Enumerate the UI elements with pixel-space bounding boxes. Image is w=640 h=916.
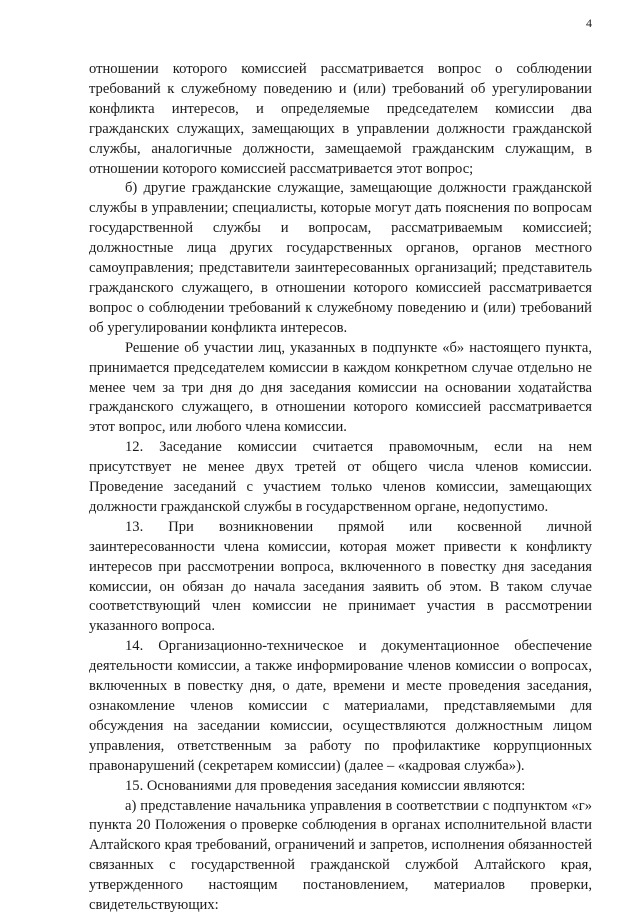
paragraph: б) другие гражданские служащие, замещающие должности гражданской службы в управлении; специалисты, которые могут дать пояснения по вопросам государственной службы и вопросам, рассматриваемым комиссией; должностные лица других государственных органов, органов местного самоуправления; представители заинтересованных организаций; представитель гражданского служащего, в отношении которого комиссией рассматривается вопрос о соблюдении требований к служебному поведению и (или) требований об урегулировании конфликта интересов.: [89, 180, 592, 336]
paragraph: отношении которого комиссией рассматривается вопрос о соблюдении требований к служебному поведению и (или) требований об урегулировании конфликта интересов, и определяемые председателем комиссии два гражданских служащих, замещающих в управлении должности гражданской службы, аналогичные должности, замещаемой гражданским служащим, в отношении которого комиссией рассматривается этот вопрос;: [89, 61, 592, 177]
paragraph: 12. Заседание комиссии считается правомочным, если на нем присутствует не менее двух третей от общего числа членов комиссии. Проведение заседаний с участием только членов комиссии, замещающих должности гражданской службы в государственном органе, недопустимо.: [89, 439, 592, 515]
paragraph: а) представление начальника управления в соответствии с подпунктом «г» пункта 20 Положения о проверке соблюдения в органах исполнительной власти Алтайского края требований, ограничений и запретов, исполнения обязанностей связанных с государственной гражданской службой Алтайского края, утвержденного настоящим постановлением, материалов проверки, свидетельствующих:: [89, 797, 592, 914]
paragraph: Решение об участии лиц, указанных в подпункте «б» настоящего пункта, принимается председателем комиссии в каждом конкретном случае отдельно не менее чем за три дня до дня заседания комиссии на основании ходатайства гражданского служащего, в отношении которого комиссией рассматривается этот вопрос, или любого члена комиссии.: [89, 339, 592, 436]
paragraph: 14. Организационно-техническое и документационное обеспечение деятельности комиссии, а также информирование членов комиссии о вопросах, включенных в повестку дня, о дате, времени и месте проведения заседания, ознакомление членов комиссии с материалами, представляемыми для обсуждения на заседании комиссии, осуществляются должностным лицом управления, ответственным за работу по профилактике коррупционных правонарушений (секретарем комиссии) (далее – «кадровая служба»).: [89, 638, 592, 774]
paragraph: 13. При возникновении прямой или косвенной личной заинтересованности члена комиссии, которая может привести к конфликту интересов при рассмотрении вопроса, включенного в повестку дня заседания комиссии, он обязан до начала заседания заявить об этом. В таком случае соответствующий член комиссии не принимает участия в рассмотрении указанного вопроса.: [89, 518, 592, 635]
page-number: 4: [586, 16, 592, 30]
paragraph: 15. Основаниями для проведения заседания комиссии являются:: [125, 777, 526, 794]
document-body: [89, 60, 592, 916]
